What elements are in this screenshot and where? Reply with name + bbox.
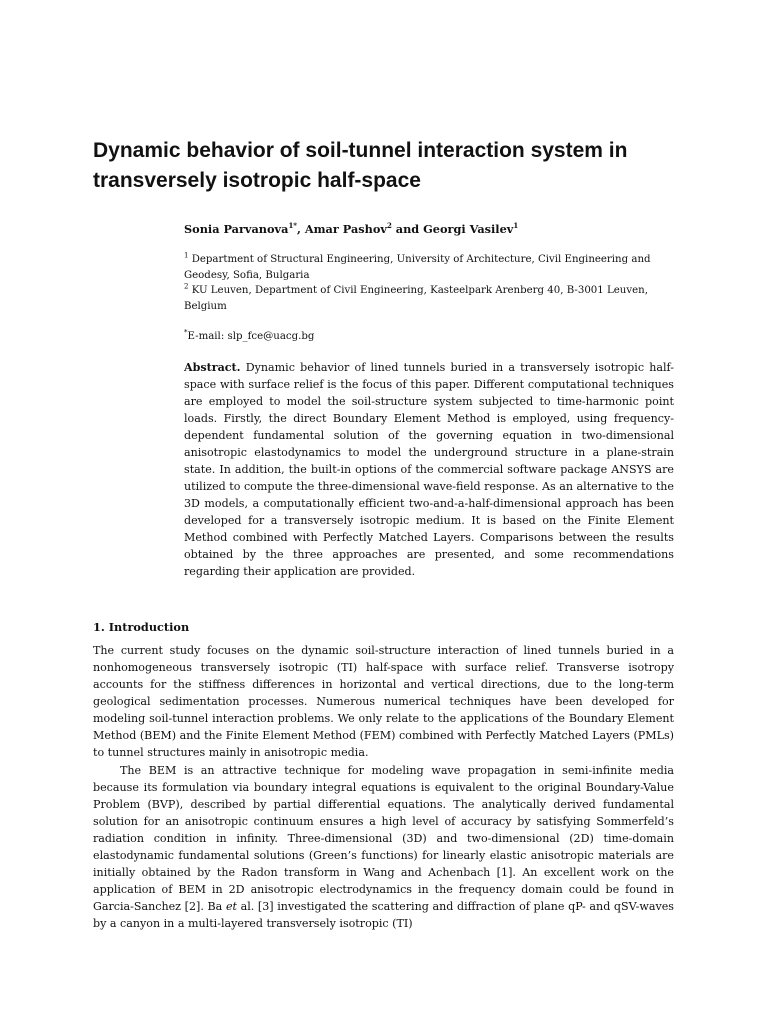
affiliation-2 xyxy=(184,283,684,314)
author-name: Sonia Parvanova xyxy=(184,222,289,236)
author-name: Amar Pashov xyxy=(304,222,387,236)
author-separator: , xyxy=(296,222,305,236)
corresponding-email xyxy=(184,329,314,344)
affiliation-text: Department of Structural Engineering, University of Architecture, Civil Engineering and Geodesy, Sofia, Bulgaria xyxy=(184,254,651,281)
affiliation-mark: 2 xyxy=(184,282,189,291)
body-text: al. [3] investigated the scattering and diffraction of plane qP- and qSV-waves by a canyon in a multi-layered transversely isotropic (TI) xyxy=(93,900,675,930)
author-name: Georgi Vasilev xyxy=(423,222,514,236)
affiliation-1 xyxy=(184,252,684,283)
body-text: The BEM is an attractive technique for modeling wave propagation in semi-infinite media because its formulation via boundary integral equations is equivalent to the original Boundary-Value Problem (BVP), described by partial differential equations. The analytically derived fundamental solution for an anisotropic continuum ensures a high level of accuracy by satisfying Sommerfeld’s radiation condition in infinity. Three-dimensional (3D) and two-dimensional (2D) time-domain elastodynamic fundamental solutions (Green’s functions) for linearly elastic anisotropic materials are initially obtained by the Radon transform in Wang and Achenbach [1]. An excellent work on the application of BEM in 2D anisotropic electrodynamics in the frequency domain could be found in Garcia-Sanchez [2]. Ba xyxy=(93,764,674,913)
author-list xyxy=(184,221,684,237)
affiliation-text: KU Leuven, Department of Civil Engineering, Kasteelpark Arenberg 40, B-3001 Leuven, Belgium xyxy=(184,285,648,312)
italic-text: et xyxy=(225,900,237,913)
body-paragraph xyxy=(93,762,674,932)
author-separator: and xyxy=(391,222,424,236)
body-paragraph: The current study focuses on the dynamic soil-structure interaction of lined tunnels buried in a nonhomogeneous transversely isotropic (TI) half-space with surface relief. Transverse isotropy accounts for the stiffness differences in horizontal and vertical directions, due to the long-term geological sedimentation processes. Numerous numerical techniques have been developed for modeling soil-tunnel interaction problems. We only relate to the applications of the Boundary Element Method (BEM) and the Finite Element Method (FEM) combined with Perfectly Matched Layers (PMLs) to tunnel structures mainly in anisotropic media. xyxy=(93,644,674,759)
section-heading: 1. Introduction xyxy=(93,620,190,634)
abstract-label: Abstract. xyxy=(184,361,241,374)
affiliation-mark: 1 xyxy=(184,251,189,260)
author-affiliation-mark: 2 xyxy=(386,221,392,231)
email-mark: * xyxy=(184,328,188,337)
abstract xyxy=(184,359,674,580)
email-text: E-mail: slp_fce@uacg.bg xyxy=(187,331,315,342)
abstract-text: Dynamic behavior of lined tunnels buried in a transversely isotropic half-space with surface relief is the focus of this paper. Different computational techniques are employed to model the soil-structure system subjected to time-harmonic point loads. Firstly, the direct Boundary Element Method is employed, using frequency-dependent fundamental solution of the governing equation in two-dimensional anisotropic elastodynamics to model the underground structure in a plane-strain state. In addition, the built-in options of the commercial software package ANSYS are utilized to compute the three-dimensional wave-field response. As an alternative to the 3D models, a computationally efficient two-and-a-half-dimensional approach has been developed for a transversely isotropic medium. It is based on the Finite Element Method combined with Perfectly Matched Layers. Comparisons between the results obtained by the three approaches are presented, and some recommendations regarding their application are provided. xyxy=(184,361,674,578)
author-affiliation-mark: 1 xyxy=(513,221,519,231)
paper-title: Dynamic behavior of soil-tunnel interaction system in transversely isotropic half-space xyxy=(93,139,628,192)
author-affiliation-mark: 1* xyxy=(288,221,297,231)
